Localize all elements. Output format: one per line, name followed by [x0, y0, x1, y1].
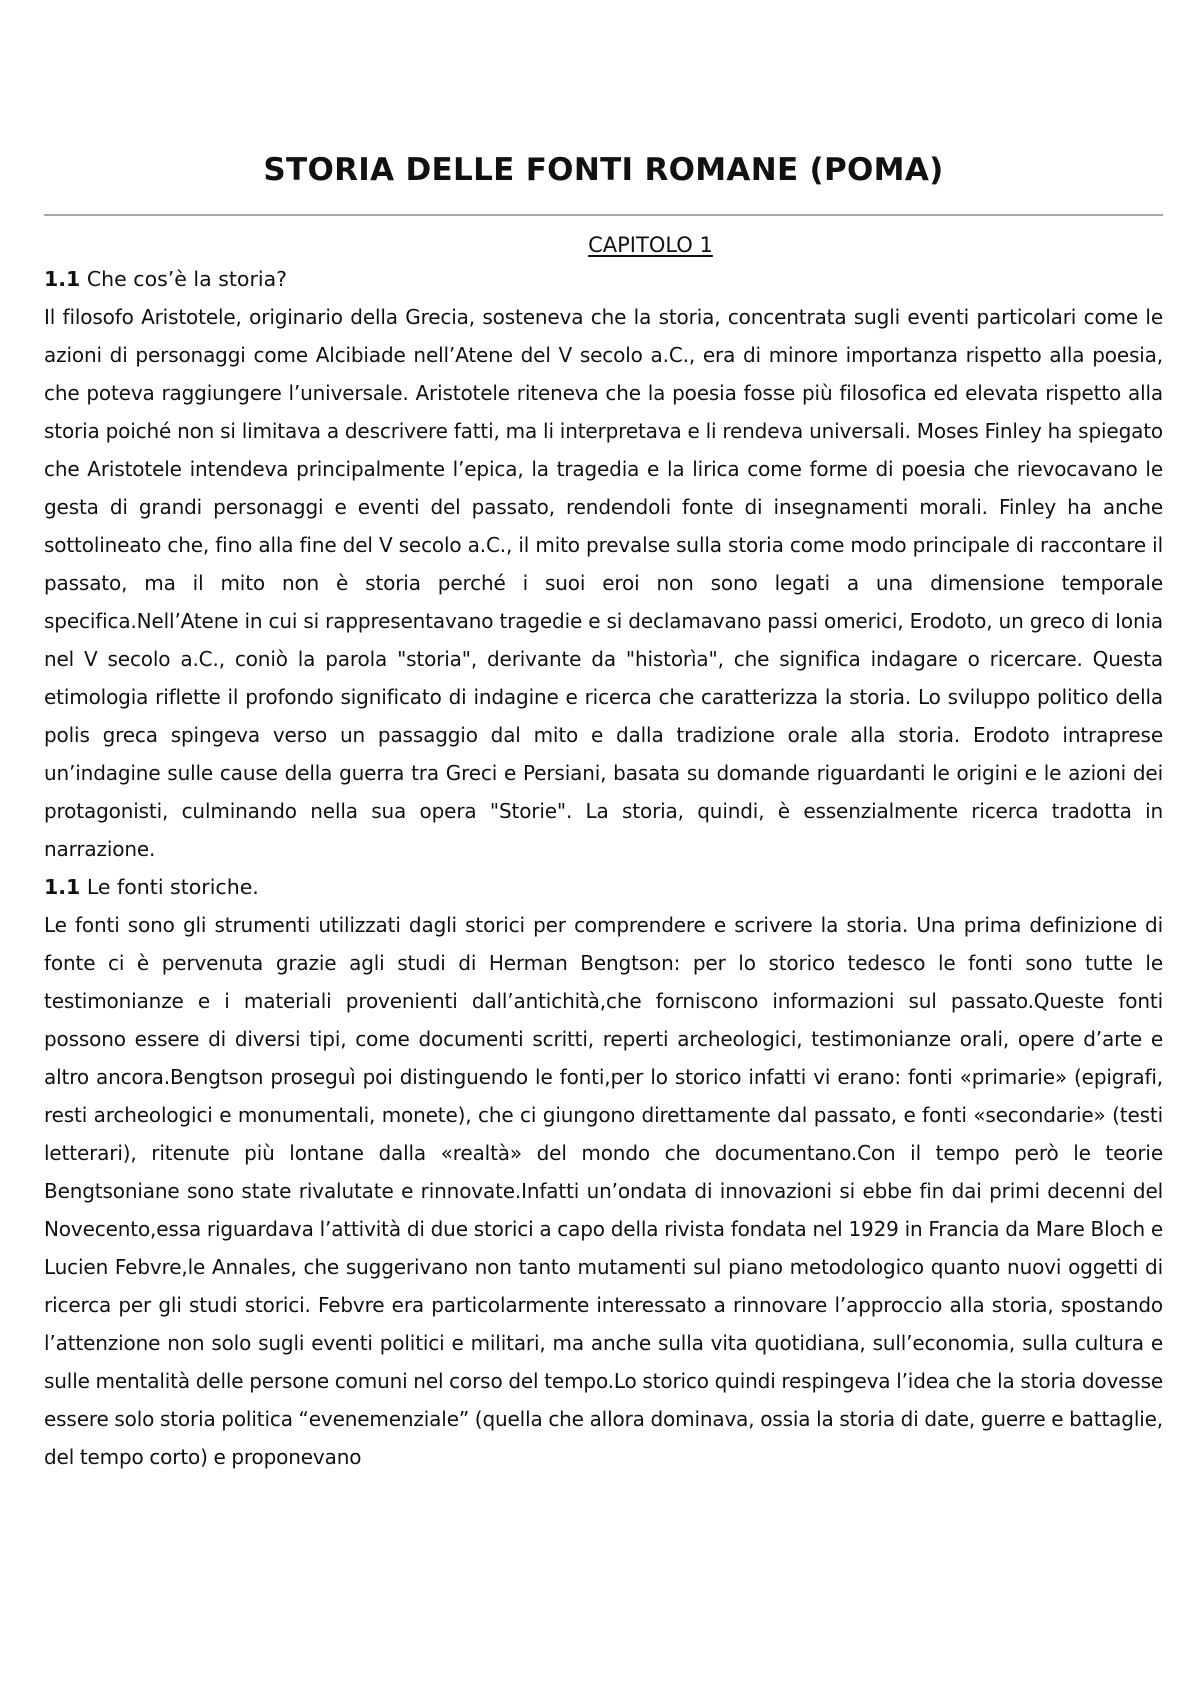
section-what-is-history [44, 260, 1163, 868]
section-title: Che cos’è la storia? [86, 267, 288, 291]
section-number: 1.1 [44, 875, 81, 899]
document-page [44, 0, 1163, 1476]
section-paragraph: Il filosofo Aristotele, originario della Grecia, sosteneva che la storia, concentrata sugli eventi particolari come le azioni di personaggi come Alcibiade nell’Atene del V secolo a.C., era di minore importanza rispetto alla poesia, che poteva raggiungere l’universale. Aristotele riteneva che la poesia fosse più filosofica ed elevata rispetto alla storia poiché non si limitava a descrivere fatti, ma li interpretava e li rendeva universali. Moses Finley ha spiegato che Aristotele intendeva principalmente l’epica, la tragedia e la lirica come forme di poesia che rievocavano le gesta di grandi personaggi e eventi del passato, rendendoli fonte di insegnamenti morali. Finley ha anche sottolineato che, fino alla fine del V secolo a.C., il mito prevalse sulla storia come modo principale di raccontare il passato, ma il mito non è storia perché i suoi eroi non sono legati a una dimensione temporale specifica.Nell’Atene in cui si rappresentavano tragedie e si declamavano passi omerici, Erodoto, un greco di Ionia nel V secolo a.C., coniò la parola "storia", derivante da "historìa", che significa indagare o ricercare. Questa etimologia riflette il profondo significato di indagine e ricerca che caratterizza la storia. Lo sviluppo politico della polis greca spingeva verso un passaggio dal mito e dalla tradizione orale alla storia. Erodoto intraprese un’indagine sulle cause della guerra tra Greci e Persiani, basata su domande riguardanti le origini e le azioni dei protagonisti, culminando nella sua opera "Storie". La storia, quindi, è essenzialmente ricerca tradotta in narrazione. [44, 305, 1163, 861]
section-heading [44, 868, 1163, 906]
section-heading [44, 260, 1163, 298]
section-title: Le fonti storiche. [86, 875, 259, 899]
chapter-label: CAPITOLO 1 [588, 233, 713, 257]
document-title: STORIA DELLE FONTI ROMANE (POMA) [263, 152, 944, 188]
title-divider [44, 214, 1163, 216]
section-paragraph: Le fonti sono gli strumenti utilizzati dagli storici per comprendere e scrivere la storia. Una prima definizione di fonte ci è pervenuta grazie agli studi di Herman Bengtson: per lo storico tedesco le fonti sono tutte le testimonianze e i materiali provenienti dall’antichità,che forniscono informazioni sul passato.Queste fonti possono essere di diversi tipi, come documenti scritti, reperti archeologici, testimonianze orali, opere d’arte e altro ancora.Bengtson proseguì poi distinguendo le fonti,per lo storico infatti vi erano: fonti «primarie» (epigrafi, resti archeologici e monumentali, monete), che ci giungono direttamente dal passato, e fonti «secondarie» (testi letterari), ritenute più lontane dalla «realtà» del mondo che documentano.Con il tempo però le teorie Bengtsoniane sono state rivalutate e rinnovate.Infatti un’ondata di innovazioni si ebbe fin dai primi decenni del Novecento,essa riguardava l’attività di due storici a capo della rivista fondata nel 1929 in Francia da Mare Bloch e Lucien Febvre,le Annales, che suggerivano non tanto mutamenti sul piano metodologico quanto nuovi oggetti di ricerca per gli studi storici. Febvre era particolarmente interessato a rinnovare l’approccio alla storia, spostando l’attenzione non solo sugli eventi politici e militari, ma anche sulla vita quotidiana, sull’economia, sulla cultura e sulle mentalità delle persone comuni nel corso del tempo.Lo storico quindi respingeva l’idea che la storia dovesse essere solo storia politica “evenemenziale” (quella che allora dominava, ossia la storia di date, guerre e battaglie, del tempo corto) e proponevano [44, 913, 1163, 1469]
chapter-heading [44, 230, 1163, 260]
section-historical-sources [44, 868, 1163, 1476]
section-number: 1.1 [44, 267, 81, 291]
